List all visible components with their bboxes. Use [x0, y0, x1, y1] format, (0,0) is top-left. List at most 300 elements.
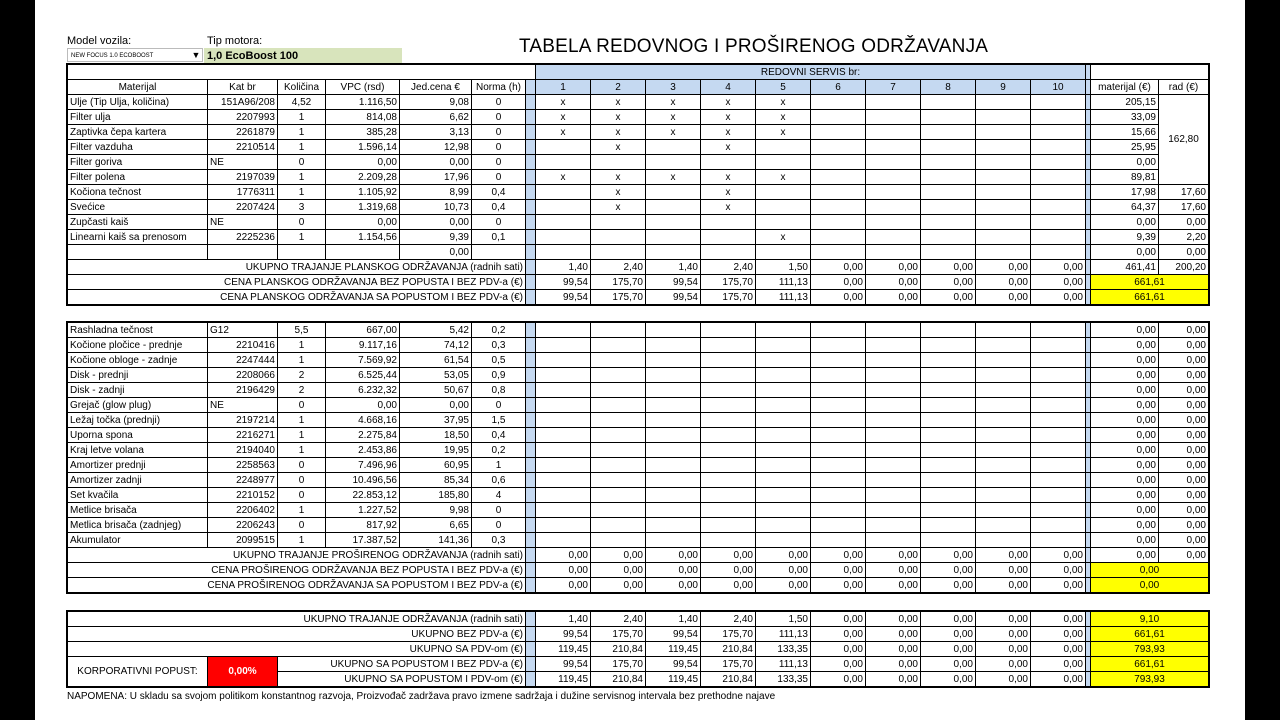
header-service-5: 5	[756, 80, 811, 95]
service-mark-7	[866, 185, 921, 200]
unit-price: 50,67	[400, 383, 472, 398]
service-mark-6	[811, 458, 866, 473]
service-mark-3	[646, 323, 701, 338]
discount-label: KORPORATIVNI POPUST:	[68, 657, 208, 687]
labor-cost: 0,00	[1159, 428, 1209, 443]
service-mark-10	[1031, 503, 1086, 518]
service-mark-5	[756, 338, 811, 353]
material-cost: 0,00	[1091, 398, 1159, 413]
kat-br[interactable]: 2196429	[208, 383, 278, 398]
service-mark-4: x	[701, 125, 756, 140]
service-mark-2	[591, 458, 646, 473]
service-mark-8	[921, 413, 976, 428]
material-cost: 0,00	[1091, 155, 1159, 170]
quantity[interactable]: 0	[278, 398, 326, 413]
service-mark-7	[866, 503, 921, 518]
header-service-3: 3	[646, 80, 701, 95]
total-service-6: 0,00	[811, 563, 866, 578]
quantity[interactable]: 2	[278, 368, 326, 383]
service-mark-1	[536, 503, 591, 518]
service-mark-8	[921, 170, 976, 185]
norma-value: 0,1	[472, 230, 526, 245]
kat-br[interactable]: NE	[208, 398, 278, 413]
kat-br[interactable]: 2210416	[208, 338, 278, 353]
service-mark-9	[976, 125, 1031, 140]
summary-row	[68, 642, 1209, 657]
labor-cost: 0,00	[1159, 518, 1209, 533]
service-mark-10	[1031, 383, 1086, 398]
service-mark-5	[756, 458, 811, 473]
spacer-cell	[526, 260, 536, 275]
material-name[interactable]: Uporna spona	[68, 428, 208, 443]
kat-br[interactable]: 2194040	[208, 443, 278, 458]
kat-br[interactable]: 2208066	[208, 368, 278, 383]
summary-sum: 793,93	[1091, 672, 1209, 687]
service-mark-1	[536, 323, 591, 338]
total-service-4: 0,00	[701, 548, 756, 563]
total-service-4: 175,70	[701, 275, 756, 290]
service-mark-7	[866, 200, 921, 215]
kat-br[interactable]: NE	[208, 155, 278, 170]
service-mark-9	[976, 368, 1031, 383]
table-row	[68, 353, 1209, 368]
spacer-cell	[526, 413, 536, 428]
norma-value: 0,4	[472, 428, 526, 443]
service-mark-9	[976, 110, 1031, 125]
engine-field[interactable]: 1,0 EcoBoost 100	[204, 48, 402, 64]
service-mark-3	[646, 488, 701, 503]
labor-cost: 0,00	[1159, 383, 1209, 398]
total-service-4: 0,00	[701, 578, 756, 593]
model-select[interactable]	[67, 48, 203, 62]
header-rad-eur: rad (€)	[1159, 80, 1209, 95]
material-cost: 25,95	[1091, 140, 1159, 155]
summary-service-2: 210,84	[591, 672, 646, 687]
header-materijal: Materijal	[68, 80, 208, 95]
kat-br[interactable]	[208, 245, 278, 260]
total-service-10: 0,00	[1031, 563, 1086, 578]
service-mark-6	[811, 533, 866, 548]
service-mark-6	[811, 413, 866, 428]
quantity[interactable]: 1	[278, 353, 326, 368]
header-materijal-eur: materijal (€)	[1091, 80, 1159, 95]
kat-br[interactable]: 2247444	[208, 353, 278, 368]
total-row	[68, 563, 1209, 578]
service-mark-2	[591, 245, 646, 260]
header-vpc: VPC (rsd)	[326, 80, 400, 95]
vpc-value: 6.232,32	[326, 383, 400, 398]
summary-sum: 793,93	[1091, 642, 1209, 657]
service-mark-7	[866, 413, 921, 428]
kat-br[interactable]: 2216271	[208, 428, 278, 443]
spacer-cell	[526, 338, 536, 353]
kat-br[interactable]: NE	[208, 215, 278, 230]
material-name[interactable]: Set kvačila	[68, 488, 208, 503]
material-name[interactable]: Ulje (Tip Ulja, količina)	[68, 95, 208, 110]
labor-cost: 0,00	[1159, 245, 1209, 260]
total-label: CENA PLANSKOG ODRŽAVANJA SA POPUSTOM I BEZ PDV-a (€)	[68, 290, 526, 305]
summary-service-3: 1,40	[646, 612, 701, 627]
total-service-1: 1,40	[536, 260, 591, 275]
norma-value: 0	[472, 125, 526, 140]
norma-value: 0	[472, 398, 526, 413]
service-mark-7	[866, 353, 921, 368]
total-label: CENA PROŠIRENOG ODRŽAVANJA SA POPUSTOM I BEZ PDV-a (€)	[68, 578, 526, 593]
summary-service-6: 0,00	[811, 672, 866, 687]
quantity[interactable]: 1	[278, 413, 326, 428]
table-row	[68, 125, 1209, 140]
kat-br[interactable]: 2197214	[208, 413, 278, 428]
spacer-cell	[526, 140, 536, 155]
quantity[interactable]: 0	[278, 215, 326, 230]
service-mark-9	[976, 503, 1031, 518]
material-name[interactable]: Filter goriva	[68, 155, 208, 170]
service-mark-4: x	[701, 200, 756, 215]
material-name[interactable]: Metlica brisača (zadnjeg)	[68, 518, 208, 533]
total-service-9: 0,00	[976, 275, 1031, 290]
service-mark-10	[1031, 185, 1086, 200]
material-cost: 0,00	[1091, 215, 1159, 230]
total-service-7: 0,00	[866, 578, 921, 593]
service-mark-5	[756, 503, 811, 518]
spacer-cell	[526, 563, 536, 578]
quantity[interactable]: 4,52	[278, 95, 326, 110]
kat-br[interactable]: 2258563	[208, 458, 278, 473]
quantity[interactable]: 1	[278, 125, 326, 140]
summary-service-9: 0,00	[976, 642, 1031, 657]
summary-label: UKUPNO BEZ PDV-a (€)	[68, 627, 526, 642]
service-mark-10	[1031, 95, 1086, 110]
total-service-3: 99,54	[646, 275, 701, 290]
material-name[interactable]: Grejač (glow plug)	[68, 398, 208, 413]
summary-service-6: 0,00	[811, 612, 866, 627]
quantity[interactable]: 1	[278, 185, 326, 200]
spacer-cell	[526, 627, 536, 642]
service-mark-5	[756, 413, 811, 428]
unit-price: 74,12	[400, 338, 472, 353]
material-name[interactable]: Metlice brisača	[68, 503, 208, 518]
summary-service-8: 0,00	[921, 642, 976, 657]
service-mark-3	[646, 503, 701, 518]
service-mark-1	[536, 368, 591, 383]
total-service-9: 0,00	[976, 578, 1031, 593]
total-service-4: 2,40	[701, 260, 756, 275]
material-name[interactable]: Amortizer zadnji	[68, 473, 208, 488]
service-mark-9	[976, 323, 1031, 338]
material-name[interactable]: Kočione obloge - zadnje	[68, 353, 208, 368]
blank-cell	[68, 65, 536, 80]
service-mark-8	[921, 443, 976, 458]
blank-cell	[1091, 65, 1209, 80]
quantity[interactable]: 1	[278, 443, 326, 458]
material-name[interactable]: Filter ulja	[68, 110, 208, 125]
kat-br[interactable]: 2210152	[208, 488, 278, 503]
unit-price: 37,95	[400, 413, 472, 428]
total-sum: 661,61	[1091, 275, 1209, 290]
quantity[interactable]: 2	[278, 383, 326, 398]
norma-value: 0,3	[472, 533, 526, 548]
total-service-9: 0,00	[976, 290, 1031, 305]
kat-br[interactable]: 2248977	[208, 473, 278, 488]
summary-service-10: 0,00	[1031, 627, 1086, 642]
service-mark-2: x	[591, 185, 646, 200]
unit-price: 60,95	[400, 458, 472, 473]
service-mark-6	[811, 338, 866, 353]
summary-service-10: 0,00	[1031, 657, 1086, 672]
service-mark-5: x	[756, 125, 811, 140]
spacer-cell	[526, 323, 536, 338]
service-mark-10	[1031, 413, 1086, 428]
norma-value: 0,2	[472, 443, 526, 458]
material-name[interactable]: Amortizer prednji	[68, 458, 208, 473]
quantity[interactable]: 0	[278, 473, 326, 488]
service-mark-2	[591, 428, 646, 443]
service-mark-6	[811, 503, 866, 518]
service-mark-9	[976, 215, 1031, 230]
service-mark-4	[701, 398, 756, 413]
material-name[interactable]: Rashladna tečnost	[68, 323, 208, 338]
service-mark-3	[646, 398, 701, 413]
service-mark-1	[536, 458, 591, 473]
norma-value	[472, 245, 526, 260]
labor-cost-merged: 162,80	[1159, 95, 1209, 185]
quantity[interactable]	[278, 245, 326, 260]
material-cost: 0,00	[1091, 353, 1159, 368]
kat-br[interactable]: 2207424	[208, 200, 278, 215]
service-mark-6	[811, 428, 866, 443]
service-mark-3	[646, 215, 701, 230]
vpc-value: 1.319,68	[326, 200, 400, 215]
unit-price: 9,98	[400, 503, 472, 518]
material-name[interactable]: Kraj letve volana	[68, 443, 208, 458]
total-service-1: 0,00	[536, 548, 591, 563]
material-cost: 9,39	[1091, 230, 1159, 245]
material-name[interactable]: Disk - zadnji	[68, 383, 208, 398]
service-mark-4	[701, 383, 756, 398]
service-mark-2	[591, 155, 646, 170]
service-mark-6	[811, 368, 866, 383]
table-row	[68, 215, 1209, 230]
total-service-9: 0,00	[976, 563, 1031, 578]
norma-value: 0,9	[472, 368, 526, 383]
unit-price: 85,34	[400, 473, 472, 488]
service-mark-1	[536, 473, 591, 488]
summary-service-8: 0,00	[921, 657, 976, 672]
kat-br[interactable]: 2206243	[208, 518, 278, 533]
material-name[interactable]: Linearni kaiš sa prenosom	[68, 230, 208, 245]
service-mark-8	[921, 353, 976, 368]
quantity[interactable]: 0	[278, 488, 326, 503]
service-mark-3	[646, 245, 701, 260]
service-mark-6	[811, 140, 866, 155]
material-name[interactable]: Filter vazduha	[68, 140, 208, 155]
service-mark-5	[756, 383, 811, 398]
service-mark-2	[591, 518, 646, 533]
service-mark-4	[701, 503, 756, 518]
labor-cost: 0,00	[1159, 473, 1209, 488]
kat-br[interactable]: G12	[208, 323, 278, 338]
chevron-down-icon[interactable]: ▼	[191, 50, 201, 60]
service-mark-2	[591, 230, 646, 245]
header-norma: Norma (h)	[472, 80, 526, 95]
spacer-cell	[526, 612, 536, 627]
table-row	[68, 185, 1209, 200]
table-row	[68, 398, 1209, 413]
total-service-2: 0,00	[591, 578, 646, 593]
material-name[interactable]: Akumulator	[68, 533, 208, 548]
service-mark-6	[811, 353, 866, 368]
norma-value: 0	[472, 170, 526, 185]
kat-br[interactable]: 151A96/208	[208, 95, 278, 110]
service-mark-1	[536, 230, 591, 245]
norma-value: 0,4	[472, 200, 526, 215]
service-mark-10	[1031, 533, 1086, 548]
service-mark-6	[811, 245, 866, 260]
service-mark-8	[921, 323, 976, 338]
service-mark-7	[866, 245, 921, 260]
service-mark-1: x	[536, 170, 591, 185]
summary-service-4: 210,84	[701, 672, 756, 687]
table-row	[68, 110, 1209, 125]
unit-price: 0,00	[400, 155, 472, 170]
material-name[interactable]: Kočiona tečnost	[68, 185, 208, 200]
kat-br[interactable]: 2099515	[208, 533, 278, 548]
quantity[interactable]: 0	[278, 458, 326, 473]
quantity[interactable]: 1	[278, 110, 326, 125]
total-labor: 200,20	[1159, 260, 1209, 275]
vpc-value: 0,00	[326, 398, 400, 413]
service-mark-3	[646, 443, 701, 458]
service-mark-8	[921, 140, 976, 155]
material-name[interactable]	[68, 245, 208, 260]
kat-br[interactable]: 2197039	[208, 170, 278, 185]
unit-price: 141,36	[400, 533, 472, 548]
material-cost: 0,00	[1091, 533, 1159, 548]
extended-maintenance-table	[67, 322, 1209, 593]
service-mark-1	[536, 428, 591, 443]
labor-cost: 0,00	[1159, 368, 1209, 383]
summary-service-7: 0,00	[866, 612, 921, 627]
total-service-1: 0,00	[536, 563, 591, 578]
vpc-value: 2.453,86	[326, 443, 400, 458]
service-mark-2	[591, 413, 646, 428]
quantity[interactable]: 1	[278, 338, 326, 353]
labor-cost: 0,00	[1159, 338, 1209, 353]
summary-service-9: 0,00	[976, 657, 1031, 672]
kat-br[interactable]: 2207993	[208, 110, 278, 125]
quantity[interactable]: 1	[278, 140, 326, 155]
material-name[interactable]: Zaptivka čepa kartera	[68, 125, 208, 140]
labor-cost: 0,00	[1159, 533, 1209, 548]
kat-br[interactable]: 2225236	[208, 230, 278, 245]
total-service-10: 0,00	[1031, 290, 1086, 305]
quantity[interactable]: 1	[278, 230, 326, 245]
total-service-3: 99,54	[646, 290, 701, 305]
service-mark-6	[811, 398, 866, 413]
kat-br[interactable]: 2206402	[208, 503, 278, 518]
service-mark-3	[646, 338, 701, 353]
material-name[interactable]: Filter polena	[68, 170, 208, 185]
service-mark-2: x	[591, 125, 646, 140]
service-mark-7	[866, 230, 921, 245]
header-service-4: 4	[701, 80, 756, 95]
spacer-cell	[526, 245, 536, 260]
material-name[interactable]: Svećice	[68, 200, 208, 215]
quantity[interactable]: 1	[278, 533, 326, 548]
service-mark-10	[1031, 398, 1086, 413]
labor-cost: 0,00	[1159, 458, 1209, 473]
quantity[interactable]: 0	[278, 518, 326, 533]
service-mark-2	[591, 533, 646, 548]
vpc-value: 9.117,16	[326, 338, 400, 353]
total-service-8: 0,00	[921, 260, 976, 275]
quantity[interactable]: 1	[278, 428, 326, 443]
quantity[interactable]: 3	[278, 200, 326, 215]
kat-br[interactable]: 2210514	[208, 140, 278, 155]
service-mark-4	[701, 518, 756, 533]
service-mark-3: x	[646, 95, 701, 110]
table-row	[68, 413, 1209, 428]
service-mark-2: x	[591, 200, 646, 215]
summary-service-9: 0,00	[976, 672, 1031, 687]
spacer-cell	[526, 383, 536, 398]
material-name[interactable]: Zupčasti kaiš	[68, 215, 208, 230]
summary-service-3: 99,54	[646, 657, 701, 672]
material-cost: 0,00	[1091, 413, 1159, 428]
service-mark-8	[921, 200, 976, 215]
material-name[interactable]: Kočione pločice - prednje	[68, 338, 208, 353]
total-service-8: 0,00	[921, 275, 976, 290]
spacer-cell	[526, 125, 536, 140]
quantity[interactable]: 1	[278, 170, 326, 185]
material-name[interactable]: Ležaj točka (prednji)	[68, 413, 208, 428]
service-mark-9	[976, 428, 1031, 443]
kat-br[interactable]: 2261879	[208, 125, 278, 140]
kat-br[interactable]: 1776311	[208, 185, 278, 200]
service-mark-3: x	[646, 170, 701, 185]
table-row	[68, 503, 1209, 518]
material-cost: 0,00	[1091, 518, 1159, 533]
service-mark-5	[756, 185, 811, 200]
material-cost: 0,00	[1091, 443, 1159, 458]
service-mark-2	[591, 503, 646, 518]
vpc-value: 22.853,12	[326, 488, 400, 503]
service-mark-2	[591, 473, 646, 488]
discount-input[interactable]: 0,00%	[208, 657, 278, 687]
summary-row	[68, 657, 1209, 672]
summary-service-6: 0,00	[811, 657, 866, 672]
material-name[interactable]: Disk - prednji	[68, 368, 208, 383]
service-mark-7	[866, 170, 921, 185]
service-mark-10	[1031, 200, 1086, 215]
service-mark-6	[811, 323, 866, 338]
total-service-5: 1,50	[756, 260, 811, 275]
summary-service-2: 175,70	[591, 627, 646, 642]
norma-value: 0	[472, 215, 526, 230]
quantity[interactable]: 1	[278, 503, 326, 518]
service-mark-4	[701, 533, 756, 548]
table-row	[68, 95, 1209, 110]
service-mark-4	[701, 353, 756, 368]
quantity[interactable]: 5,5	[278, 323, 326, 338]
unit-price: 19,95	[400, 443, 472, 458]
service-mark-6	[811, 518, 866, 533]
material-cost: 17,98	[1091, 185, 1159, 200]
table-row	[68, 458, 1209, 473]
labor-cost: 0,00	[1159, 398, 1209, 413]
quantity[interactable]: 0	[278, 155, 326, 170]
service-mark-7	[866, 488, 921, 503]
